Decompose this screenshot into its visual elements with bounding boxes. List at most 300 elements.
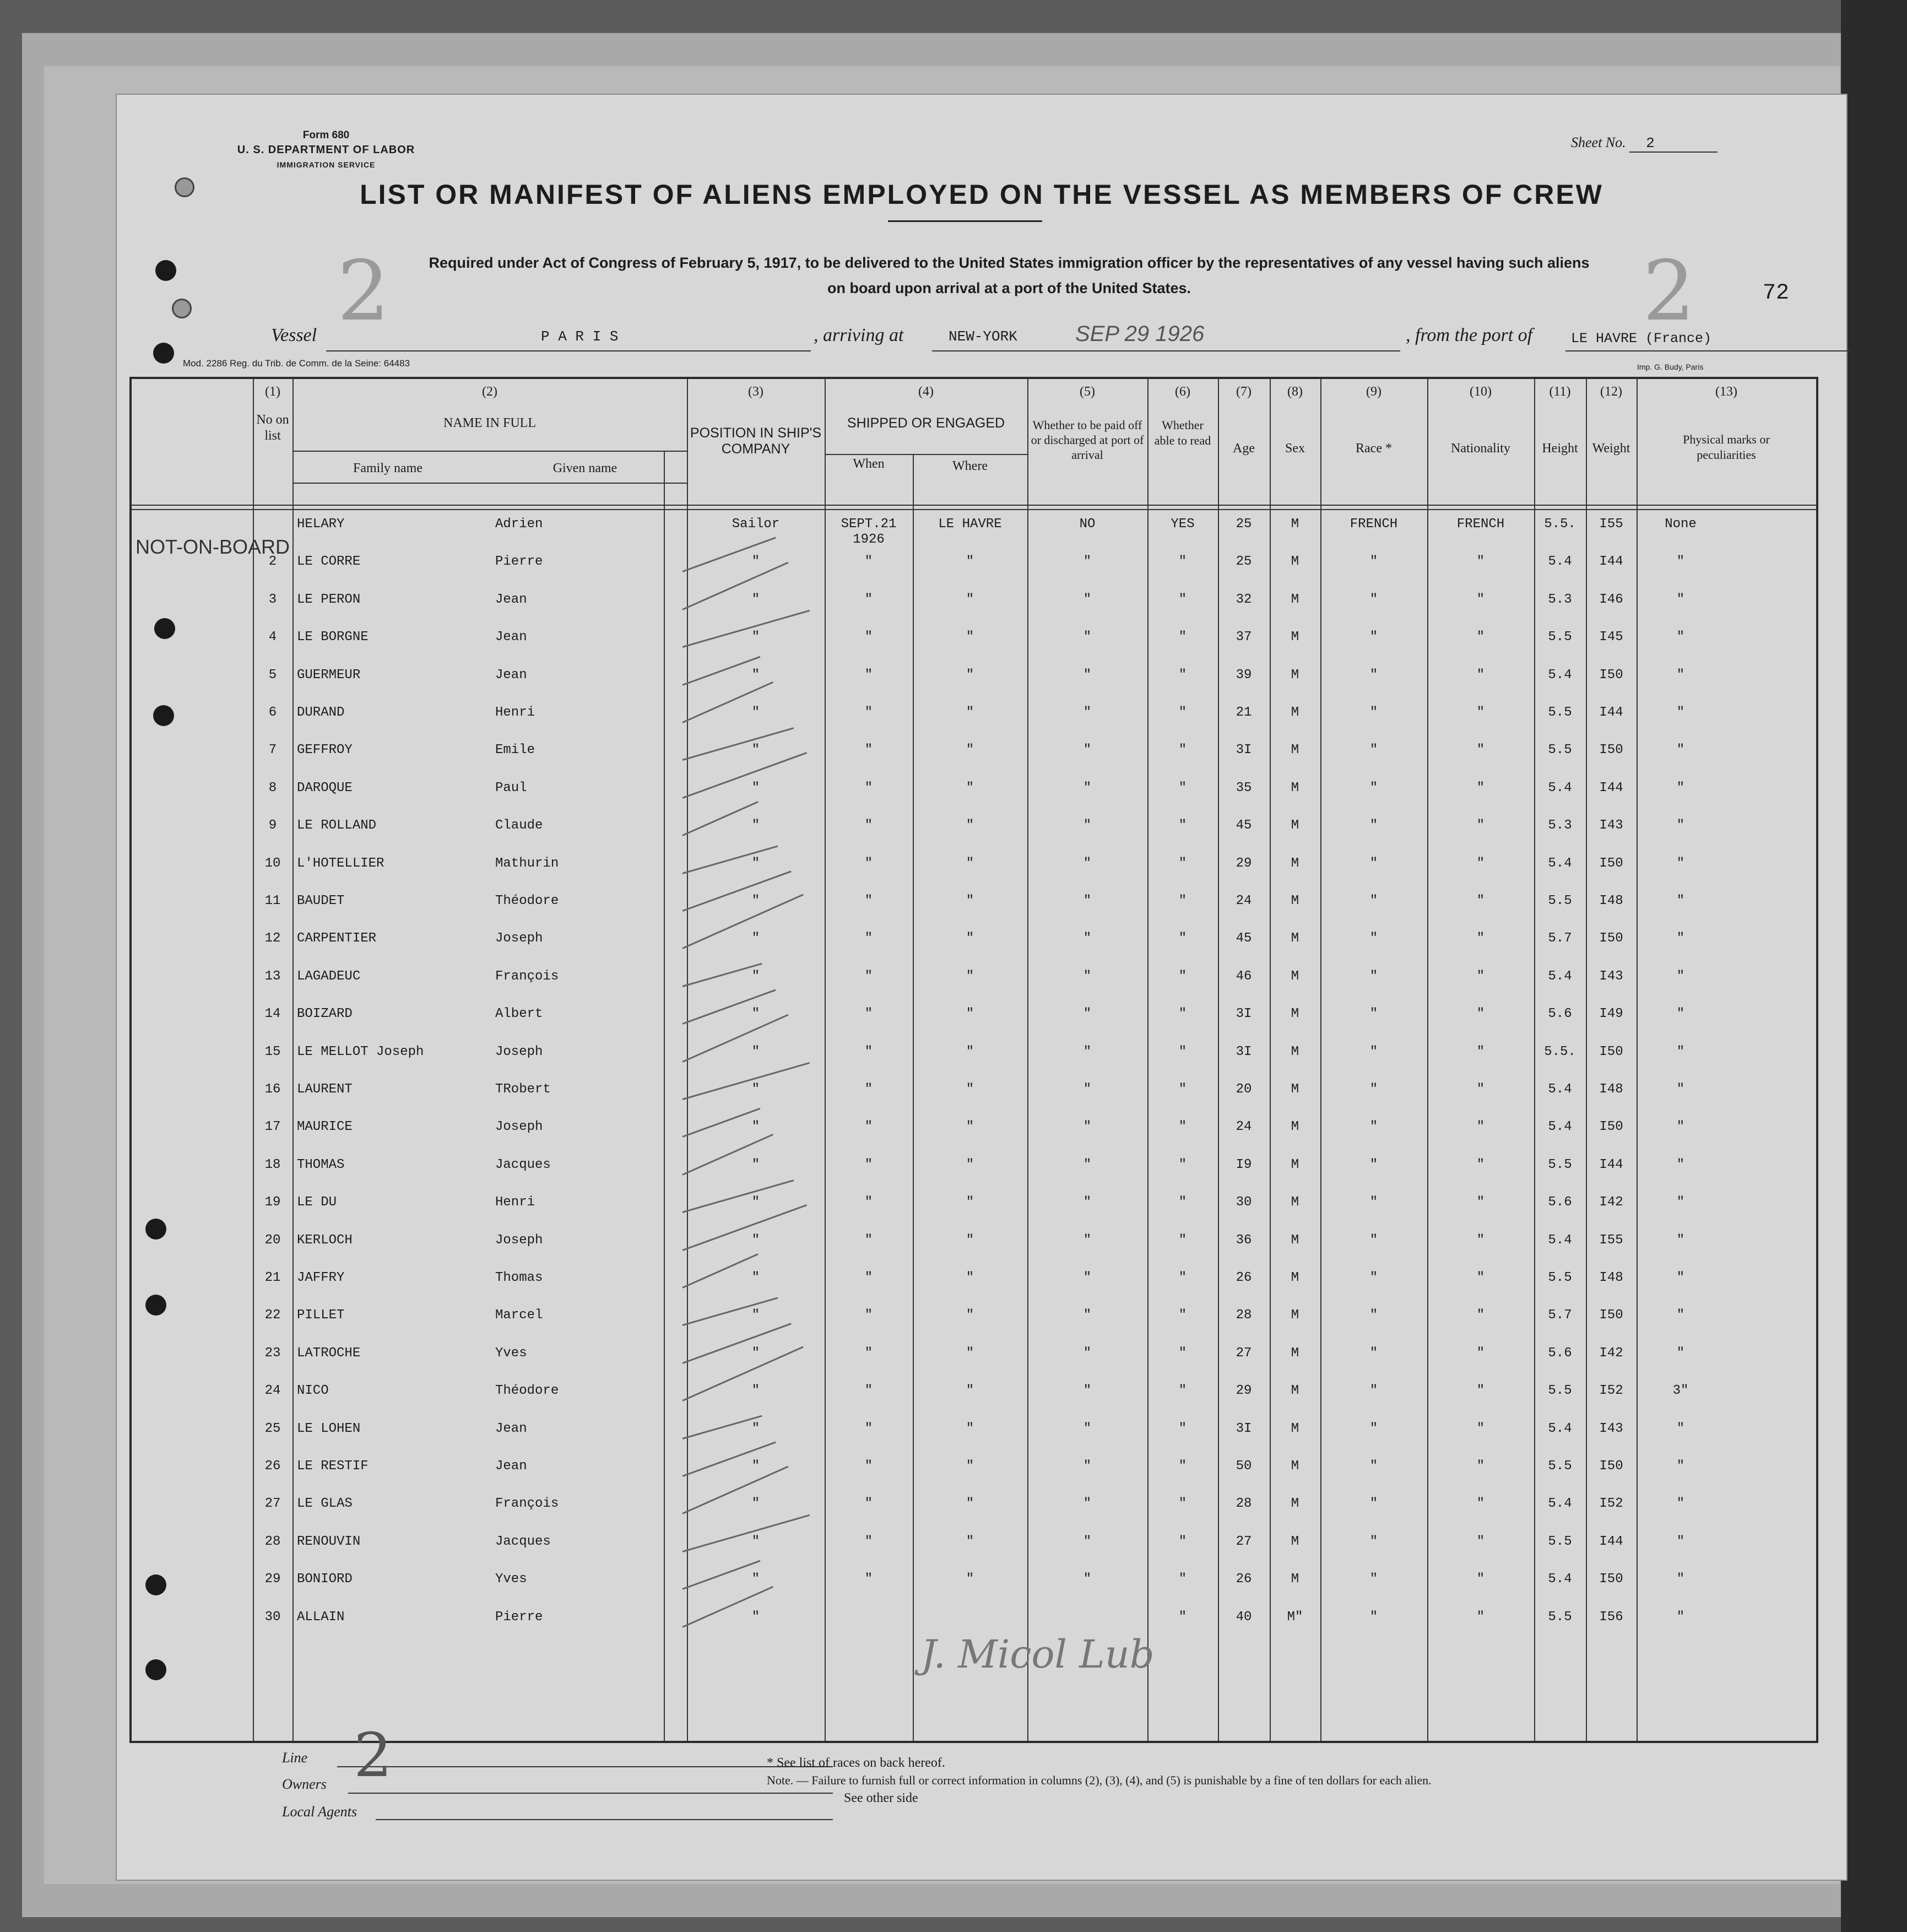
scan-edge	[1841, 0, 1907, 1932]
cell-paid: "	[1083, 1459, 1092, 1474]
cell-when: "	[864, 1572, 873, 1587]
cell-given: Jacques	[495, 1157, 551, 1172]
cell-where: "	[966, 1157, 974, 1172]
cell-read: "	[1178, 1195, 1187, 1210]
cell-weight: I43	[1599, 1421, 1623, 1436]
column-number: (2)	[482, 385, 497, 399]
cell-when: "	[864, 1157, 873, 1172]
cell-height: 5.5	[1548, 1534, 1572, 1549]
cell-race: "	[1369, 1459, 1378, 1474]
cell-read: "	[1178, 630, 1187, 645]
cell-no: 13	[264, 968, 281, 984]
vessel-name: P A R I S	[541, 328, 619, 345]
cell-nationality: "	[1476, 743, 1485, 758]
cell-height: 5.5.	[1544, 517, 1576, 532]
cell-read: "	[1178, 931, 1187, 946]
cell-sex: M	[1291, 1006, 1299, 1022]
cell-position: "	[751, 705, 760, 720]
cell-where: "	[966, 1421, 974, 1436]
cell-race: "	[1369, 1421, 1378, 1436]
cell-given: Paul	[495, 780, 527, 795]
cell-family: L'HOTELLIER	[297, 856, 384, 871]
cell-marks: "	[1676, 1270, 1685, 1285]
cell-weight: I48	[1599, 1270, 1623, 1285]
cell-when: "	[864, 1270, 873, 1285]
cell-position: "	[751, 818, 760, 834]
cell-weight: I44	[1599, 705, 1623, 720]
cell-where: "	[966, 856, 974, 871]
cell-read: "	[1178, 1572, 1187, 1587]
cell-where: "	[966, 968, 974, 984]
cell-position: "	[751, 1157, 760, 1172]
punch-hole	[145, 1659, 166, 1680]
cell-height: 5.4	[1548, 667, 1572, 683]
cell-race: "	[1369, 780, 1378, 795]
cell-given: Joseph	[495, 1119, 543, 1135]
cell-position: "	[751, 1232, 760, 1248]
cell-race: "	[1369, 931, 1378, 946]
cell-sex: M	[1291, 1345, 1299, 1361]
cell-race: "	[1369, 1496, 1378, 1512]
header-family-name: Family name	[353, 461, 422, 475]
column-number: (9)	[1366, 385, 1382, 399]
cell-nationality: "	[1476, 1572, 1485, 1587]
punch-hole	[153, 343, 174, 364]
cell-no: 16	[264, 1082, 281, 1097]
footnote-see-other-side: See other side	[844, 1791, 918, 1805]
cell-sex: M	[1291, 592, 1299, 607]
cell-when: "	[864, 705, 873, 720]
cell-height: 5.4	[1548, 968, 1572, 984]
cell-where: "	[966, 780, 974, 795]
cell-read: "	[1178, 592, 1187, 607]
header-position: POSITION IN SHIP'S COMPANY	[690, 425, 822, 457]
cell-sex: M	[1291, 554, 1299, 570]
cell-weight: I50	[1599, 743, 1623, 758]
cell-weight: I50	[1599, 856, 1623, 871]
column-number: (11)	[1549, 385, 1571, 399]
cell-weight: I55	[1599, 1232, 1623, 1248]
cell-family: PILLET	[297, 1308, 345, 1323]
cell-marks: None	[1665, 517, 1697, 532]
cell-no: 9	[268, 818, 277, 834]
cell-read: "	[1178, 743, 1187, 758]
cell-where: "	[966, 743, 974, 758]
cell-given: Pierre	[495, 1609, 543, 1625]
cell-no: 10	[264, 856, 281, 871]
cell-family: LE CORRE	[297, 554, 361, 570]
cell-family: LE DU	[297, 1195, 337, 1210]
cell-no: 29	[264, 1572, 281, 1587]
sheet-number	[1571, 134, 1718, 153]
cell-no: 25	[264, 1421, 281, 1436]
cell-nationality: "	[1476, 1459, 1485, 1474]
cell-read: "	[1178, 1383, 1187, 1399]
cell-race: "	[1369, 705, 1378, 720]
cell-where: "	[966, 1459, 974, 1474]
header-height: Height	[1542, 441, 1578, 456]
cell-height: 5.7	[1548, 931, 1572, 946]
header-no-on-list: No on list	[256, 413, 289, 443]
punch-hole	[155, 260, 176, 281]
cell-given: Jean	[495, 630, 527, 645]
cell-sex: M	[1291, 667, 1299, 683]
cell-race: "	[1369, 743, 1378, 758]
cell-nationality: "	[1476, 1157, 1485, 1172]
cell-race: "	[1369, 630, 1378, 645]
cell-race: "	[1369, 1006, 1378, 1022]
cell-given: Emile	[495, 743, 535, 758]
cell-age: 50	[1236, 1459, 1252, 1474]
cell-sex: M	[1291, 1044, 1299, 1059]
cell-weight: I55	[1599, 517, 1623, 532]
cell-weight: I52	[1599, 1496, 1623, 1512]
cell-paid: "	[1083, 1421, 1092, 1436]
cell-read: "	[1178, 1534, 1187, 1549]
cell-when: SEPT.21	[841, 517, 897, 532]
cell-given: Henri	[495, 1195, 535, 1210]
cell-marks: "	[1676, 1308, 1685, 1323]
cell-given: Henri	[495, 705, 535, 720]
cell-marks: "	[1676, 780, 1685, 795]
cell-race: "	[1369, 1232, 1378, 1248]
cell-paid: "	[1083, 931, 1092, 946]
document-title: LIST OR MANIFEST OF ALIENS EMPLOYED ON THE VESSEL AS MEMBERS OF CREW	[360, 179, 1603, 210]
cell-given: Théodore	[495, 1383, 559, 1399]
cell-when: "	[864, 780, 873, 795]
cell-weight: I42	[1599, 1345, 1623, 1361]
cell-no: 20	[264, 1232, 281, 1248]
cell-position: "	[751, 1534, 760, 1549]
not-on-board-stamp: NOT-ON-BOARD	[136, 535, 290, 558]
cell-height: 5.6	[1548, 1345, 1572, 1361]
cell-sex: M	[1291, 894, 1299, 908]
cell-sex: M	[1291, 1421, 1299, 1436]
cell-height: 5.5	[1548, 1459, 1572, 1474]
cell-weight: I48	[1599, 1082, 1623, 1097]
cell-height: 5.4	[1548, 1572, 1572, 1587]
cell-paid: "	[1083, 1119, 1092, 1135]
cell-family: LAGADEUC	[297, 968, 361, 984]
cell-sex: M	[1291, 818, 1299, 834]
cell-age: 21	[1236, 705, 1252, 720]
cell-sex: M	[1291, 1308, 1299, 1323]
cell-family: KERLOCH	[297, 1232, 353, 1248]
cell-age: 25	[1236, 554, 1252, 570]
cell-marks: "	[1676, 818, 1685, 834]
cell-age: 26	[1236, 1572, 1252, 1587]
cell-family: HELARY	[297, 517, 345, 532]
column-number: (4)	[918, 385, 934, 399]
cell-height: 5.4	[1548, 780, 1572, 795]
cell-family: LATROCHE	[297, 1345, 361, 1361]
cell-no: 19	[264, 1195, 281, 1210]
cell-marks: "	[1676, 554, 1685, 570]
cell-paid: "	[1083, 1572, 1092, 1587]
cell-no: 7	[268, 743, 277, 758]
cell-nationality: "	[1476, 818, 1485, 834]
header-when: When	[853, 457, 885, 471]
cell-when: "	[864, 743, 873, 758]
form-identifier	[210, 128, 442, 172]
cell-sex: M"	[1287, 1609, 1303, 1625]
cell-family: MAURICE	[297, 1119, 353, 1135]
crew-manifest-table	[129, 377, 1818, 1743]
cell-no: 3	[268, 592, 277, 607]
cell-nationality: "	[1476, 1534, 1485, 1549]
cell-sex: M	[1291, 1082, 1299, 1097]
departure-port: LE HAVRE (France)	[1571, 331, 1712, 347]
cell-position: "	[751, 1044, 760, 1059]
cell-race: "	[1369, 1345, 1378, 1361]
cell-sex: M	[1291, 743, 1299, 758]
cell-height: 5.3	[1548, 592, 1572, 607]
cell-given: Joseph	[495, 1232, 543, 1248]
cell-age: 3I	[1236, 1006, 1252, 1022]
cell-weight: I42	[1599, 1195, 1623, 1210]
column-number: (1)	[265, 385, 280, 399]
cell-marks: "	[1676, 1421, 1685, 1436]
cell-family: LE BORGNE	[297, 630, 369, 645]
cell-no: 27	[264, 1496, 281, 1512]
cell-read: "	[1178, 894, 1187, 908]
cell-race: "	[1369, 1195, 1378, 1210]
cell-where: "	[966, 894, 974, 908]
cell-position: "	[751, 931, 760, 946]
arrival-port: NEW-YORK	[949, 328, 1017, 345]
cell-position: "	[751, 554, 760, 570]
cell-sex: M	[1291, 780, 1299, 795]
cell-marks: "	[1676, 1157, 1685, 1172]
cell-family: CARPENTIER	[297, 931, 377, 946]
cell-age: I9	[1236, 1157, 1252, 1172]
cell-position: "	[751, 1459, 760, 1474]
cell-family: LE LOHEN	[297, 1421, 361, 1436]
handwritten-number-right: 2	[1643, 243, 1695, 339]
cell-where: "	[966, 1383, 974, 1399]
cell-race: "	[1369, 818, 1378, 834]
cell-when: "	[864, 1534, 873, 1549]
cell-read: "	[1178, 856, 1187, 871]
cell-nationality: "	[1476, 968, 1485, 984]
cell-read: "	[1178, 1345, 1187, 1361]
cell-height: 5.5	[1548, 630, 1572, 645]
cell-when: "	[864, 554, 873, 570]
cell-when: "	[864, 1044, 873, 1059]
punch-hole	[145, 1295, 166, 1316]
header-sex: Sex	[1285, 441, 1305, 456]
cell-nationality: "	[1476, 1232, 1485, 1248]
cell-when: "	[864, 856, 873, 871]
cell-family: BONIORD	[297, 1572, 353, 1587]
cell-race: "	[1369, 894, 1378, 908]
punch-hole	[172, 299, 192, 318]
cell-height: 5.6	[1548, 1195, 1572, 1210]
cell-no: 17	[264, 1119, 281, 1135]
cell-nationality: "	[1476, 705, 1485, 720]
cell-marks: "	[1676, 705, 1685, 720]
cell-read: "	[1178, 1459, 1187, 1474]
cell-read: "	[1178, 705, 1187, 720]
cell-race: "	[1369, 1044, 1378, 1059]
cell-paid: "	[1083, 743, 1092, 758]
cell-weight: I50	[1599, 1459, 1623, 1474]
vessel-info-line	[271, 322, 1868, 358]
cell-marks: "	[1676, 1195, 1685, 1210]
cell-read: "	[1178, 780, 1187, 795]
cell-when: "	[864, 630, 873, 645]
cell-no: 18	[264, 1157, 281, 1172]
handwritten-number-left: 2	[337, 243, 390, 339]
cell-read: "	[1178, 1119, 1187, 1135]
form-number: Form 680	[302, 129, 350, 141]
officer-signature: J. Micol Lub	[921, 1632, 1155, 1677]
cell-position: "	[751, 1195, 760, 1210]
cell-age: 32	[1236, 592, 1252, 607]
cell-read: YES	[1171, 517, 1195, 532]
subtitle-line: on board upon arrival at a port of the United States.	[827, 280, 1191, 296]
cell-height: 5.5	[1548, 1383, 1572, 1399]
document-subtitle	[227, 250, 1791, 301]
cell-read: "	[1178, 1082, 1187, 1097]
header-age: Age	[1233, 441, 1255, 456]
cell-no: 11	[264, 894, 281, 908]
cell-no: 22	[264, 1308, 281, 1323]
cell-family: GEFFROY	[297, 743, 353, 758]
cell-weight: I50	[1599, 1044, 1623, 1059]
cell-paid: "	[1083, 1006, 1092, 1022]
cell-weight: I50	[1599, 931, 1623, 946]
cell-where: "	[966, 1006, 974, 1022]
cell-weight: I43	[1599, 818, 1623, 834]
cell-nationality: "	[1476, 1006, 1485, 1022]
cell-nationality: "	[1476, 780, 1485, 795]
cell-paid: "	[1083, 1082, 1092, 1097]
cell-family: THOMAS	[297, 1157, 345, 1172]
cell-family: LE MELLOT Joseph	[297, 1044, 424, 1059]
cell-given: Jean	[495, 592, 527, 607]
cell-height: 5.3	[1548, 818, 1572, 834]
cell-position: "	[751, 592, 760, 607]
cell-age: 45	[1236, 931, 1252, 946]
cell-age: 27	[1236, 1534, 1252, 1549]
cell-weight: I44	[1599, 1534, 1623, 1549]
cell-age: 28	[1236, 1496, 1252, 1512]
cell-given: Thomas	[495, 1270, 543, 1285]
cell-read: "	[1178, 1232, 1187, 1248]
cell-paid: "	[1083, 894, 1092, 908]
cell-age: 26	[1236, 1270, 1252, 1285]
cell-race: "	[1369, 1157, 1378, 1172]
cell-race: "	[1369, 1119, 1378, 1135]
cell-paid: "	[1083, 856, 1092, 871]
cell-given: Pierre	[495, 554, 543, 570]
cell-nationality: "	[1476, 592, 1485, 607]
cell-where: "	[966, 1119, 974, 1135]
cell-where: "	[966, 592, 974, 607]
cell-position: "	[751, 856, 760, 871]
cell-race: "	[1369, 592, 1378, 607]
cell-height: 5.5	[1548, 743, 1572, 758]
department-name: U. S. DEPARTMENT OF LABOR	[237, 144, 415, 156]
cell-height: 5.4	[1548, 1421, 1572, 1436]
cell-height: 5.5	[1548, 1157, 1572, 1172]
cell-given: Théodore	[495, 894, 559, 908]
cell-paid: "	[1083, 1345, 1092, 1361]
cell-height: 5.4	[1548, 1232, 1572, 1248]
cell-marks: 3"	[1672, 1383, 1689, 1399]
cell-where: "	[966, 554, 974, 570]
cell-where: "	[966, 705, 974, 720]
cell-nationality: "	[1476, 1308, 1485, 1323]
cell-marks: "	[1676, 630, 1685, 645]
cell-where: "	[966, 630, 974, 645]
cell-marks: "	[1676, 592, 1685, 607]
cell-height: 5.4	[1548, 1119, 1572, 1135]
cell-marks: "	[1676, 1232, 1685, 1248]
local-agents-label: Local Agents	[282, 1804, 357, 1820]
cell-height: 5.4	[1548, 554, 1572, 570]
cell-read: "	[1178, 1609, 1187, 1625]
cell-weight: I50	[1599, 1119, 1623, 1135]
cell-paid: "	[1083, 705, 1092, 720]
cell-weight: I49	[1599, 1006, 1623, 1022]
punch-hole	[145, 1219, 166, 1240]
cell-age: 24	[1236, 894, 1252, 908]
cell-family: DURAND	[297, 705, 345, 720]
cell-paid: "	[1083, 667, 1092, 683]
footnote-penalty: Note. — Failure to furnish full or correct information in columns (2), (3), (4), and (5) is punishable by a fine of ten dollars for each alien.	[767, 1773, 1432, 1787]
cell-read: "	[1178, 1157, 1187, 1172]
cell-race: "	[1369, 554, 1378, 570]
cell-age: 29	[1236, 1383, 1252, 1399]
cell-given: Mathurin	[495, 856, 559, 871]
cell-paid: "	[1083, 968, 1092, 984]
cell-where: "	[966, 818, 974, 834]
service-name: IMMIGRATION SERVICE	[277, 160, 376, 169]
cell-given: Joseph	[495, 931, 543, 946]
cell-nationality: "	[1476, 1421, 1485, 1436]
cell-marks: "	[1676, 968, 1685, 984]
cell-position: "	[751, 1421, 760, 1436]
cell-family: BAUDET	[297, 894, 345, 908]
cell-family: LE PERON	[297, 592, 361, 607]
cell-family: LE RESTIF	[297, 1459, 369, 1474]
cell-given: Jean	[495, 667, 527, 683]
cell-when-year: 1926	[853, 532, 885, 547]
cell-position: "	[751, 1082, 760, 1097]
cell-given: François	[495, 968, 559, 984]
footnote-races: * See list of races on back hereof.	[767, 1756, 945, 1770]
cell-height: 5.5	[1548, 1270, 1572, 1285]
cell-marks: "	[1676, 1572, 1685, 1587]
cell-where: "	[966, 1232, 974, 1248]
cell-where: "	[966, 1195, 974, 1210]
cell-position: "	[751, 780, 760, 795]
cell-race: "	[1369, 1572, 1378, 1587]
cell-when: "	[864, 592, 873, 607]
header-weight: Weight	[1592, 441, 1630, 456]
cell-where: "	[966, 1572, 974, 1587]
cell-nationality: "	[1476, 1044, 1485, 1059]
cell-position: "	[751, 1345, 760, 1361]
header-shipped-engaged: SHIPPED OR ENGAGED	[847, 415, 1005, 431]
cell-no: 15	[264, 1044, 281, 1059]
cell-no: 30	[264, 1609, 281, 1625]
cell-race: "	[1369, 1270, 1378, 1285]
cell-paid: "	[1083, 1232, 1092, 1248]
cell-race: "	[1369, 856, 1378, 871]
